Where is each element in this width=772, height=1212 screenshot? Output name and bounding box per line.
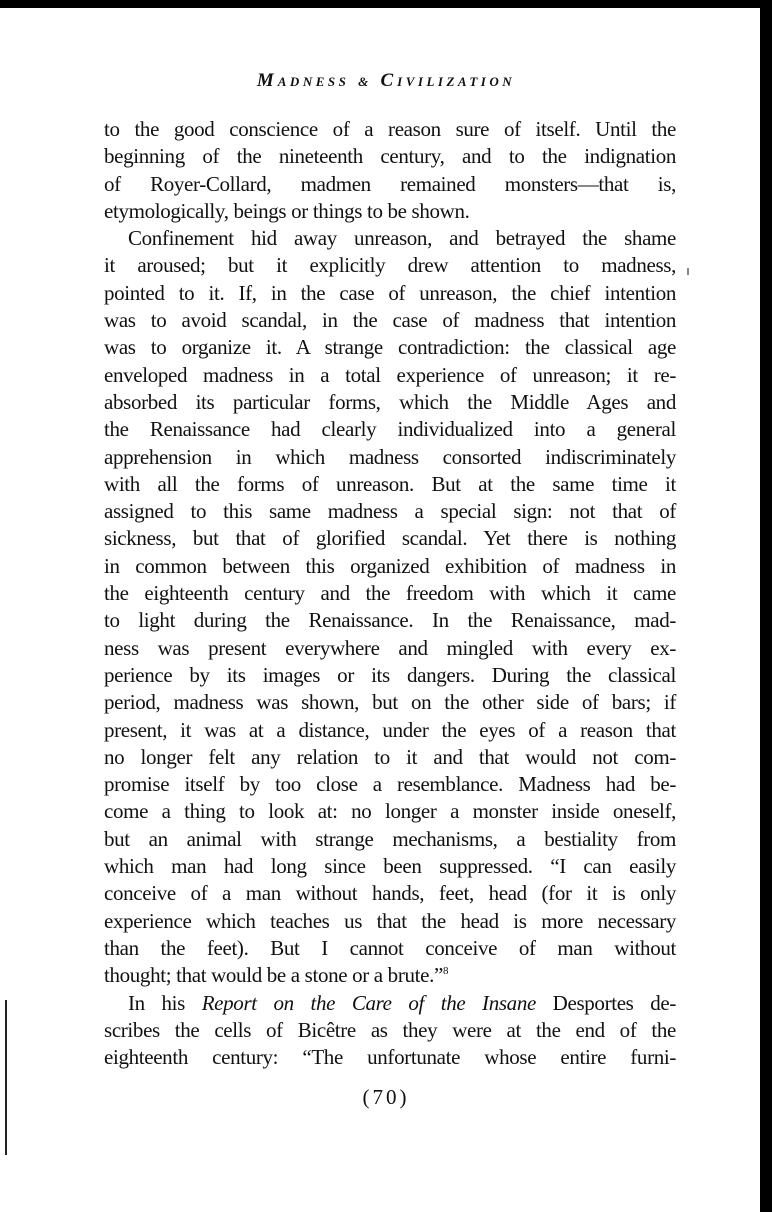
top-border <box>0 0 772 8</box>
footnote-marker: 8 <box>442 965 449 978</box>
text-line: no longer felt any relation to it and that would not com- <box>104 744 676 769</box>
text-line: period, madness was shown, but on the other side of bars; if <box>104 690 676 715</box>
text-line: apprehension in which madness consorted indiscriminately <box>104 444 676 469</box>
text-line: etymologically, beings or things to be shown. <box>104 198 470 223</box>
text-line: pointed to it. If, in the case of unreason, the chief intention <box>104 280 676 305</box>
text-line: was to organize it. A strange contradiction: the classical age <box>104 335 676 360</box>
text-line: experience which teaches us that the head is more necessary <box>104 908 676 933</box>
left-margin-rule <box>5 1000 7 1155</box>
text-line: conceive of a man without hands, feet, head (for it is only <box>104 881 676 906</box>
text-line: to light during the Renaissance. In the Renaissance, mad- <box>104 608 676 633</box>
text-line: absorbed its particular forms, which the Middle Ages and <box>104 389 676 414</box>
text-line: scribes the cells of Bicêtre as they were at the end of the <box>104 1017 676 1042</box>
text-line: assigned to this same madness a special sign: not that of <box>104 499 676 524</box>
book-title: Report on the Care of the Insane <box>201 990 536 1015</box>
text-line: sickness, but that of glorified scandal. Yet there is nothing <box>104 526 676 551</box>
text-line: thought; that would be a stone or a brute.”$^8$ <box>104 963 449 988</box>
text-line: come a thing to look at: no longer a monster inside oneself, <box>104 799 676 824</box>
text-line: was to avoid scandal, in the case of madness that intention <box>104 308 676 333</box>
text-line: enveloped madness in a total experience of unreason; it re- <box>104 362 676 387</box>
text-line: with all the forms of unreason. But at the same time it <box>104 471 676 496</box>
text-line: perience by its images or its dangers. During the classical <box>104 662 676 687</box>
text-line: of Royer-Collard, madmen remained monsters—that is, <box>104 171 676 196</box>
text-line: to the good conscience of a reason sure of itself. Until the <box>104 117 676 141</box>
text-line: In his Report on the Care of the Insane Desportes de- <box>128 990 676 1015</box>
right-border <box>760 0 772 1212</box>
text-line: it aroused; but it explicitly drew attention to madness, <box>104 253 676 278</box>
margin-mark <box>687 268 689 275</box>
text-line: ness was present everywhere and mingled with every ex- <box>104 635 676 660</box>
text-line: Confinement hid away unreason, and betrayed the shame <box>128 226 676 251</box>
running-head: MADNESS & CIVILIZATION <box>256 70 516 91</box>
text-line: present, it was at a distance, under the eyes of a reason that <box>104 717 676 742</box>
body-text <box>104 116 676 1071</box>
text-line: beginning of the nineteenth century, and to the indignation <box>104 144 676 169</box>
text-line: eighteenth century: “The unfortunate whose entire furni- <box>104 1045 676 1070</box>
text-line: the eighteenth century and the freedom with which it came <box>104 581 676 606</box>
text-line: than the feet). But I cannot conceive of man without <box>104 935 676 960</box>
page-number: (70) <box>362 1085 410 1109</box>
text-line: in common between this organized exhibition of madness in <box>104 553 676 578</box>
text-line: but an animal with strange mechanisms, a bestiality from <box>104 826 676 851</box>
text-line: the Renaissance had clearly individualized into a general <box>104 417 676 442</box>
text-line: which man had long since been suppressed. “I can easily <box>104 854 676 879</box>
text-line: promise itself by too close a resemblance. Madness had be- <box>104 772 676 797</box>
